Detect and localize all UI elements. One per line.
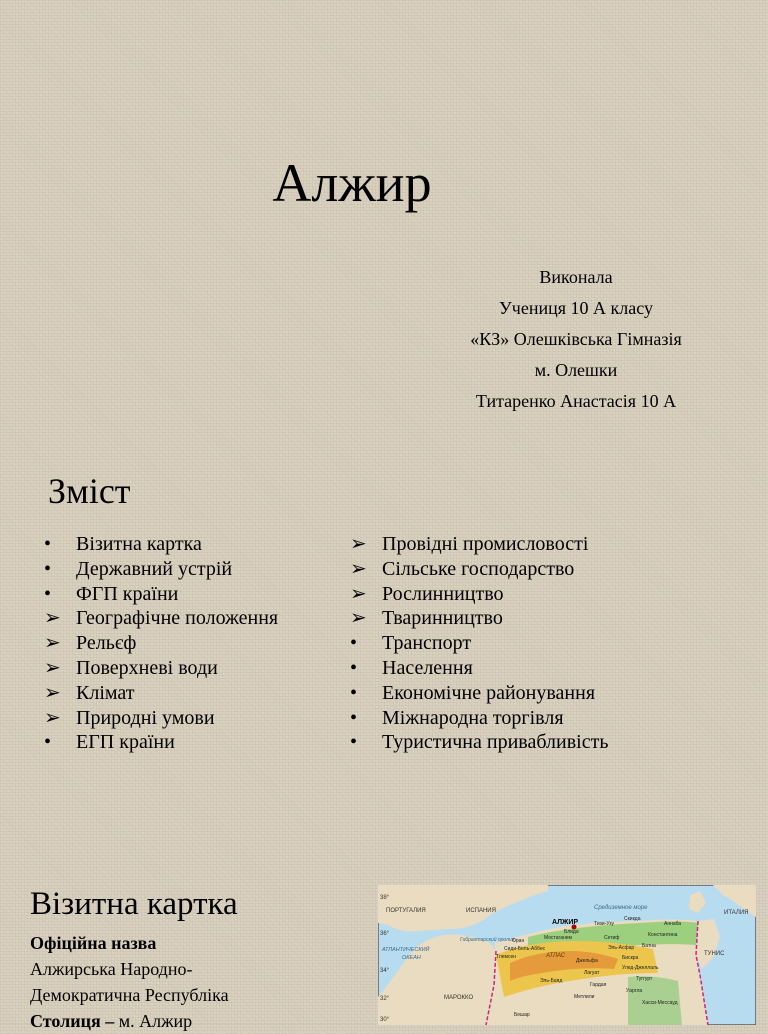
bullet-icon: • bbox=[44, 557, 52, 580]
bullet-icon: • bbox=[44, 582, 52, 605]
official-name-value: Алжирська Народно- bbox=[30, 959, 193, 979]
arrow-bullet-icon: ➢ bbox=[350, 533, 367, 555]
bullet-icon: • bbox=[350, 731, 358, 754]
list-item-label: Рослинництво bbox=[382, 582, 504, 605]
list-item bbox=[350, 656, 650, 681]
city-label: Аннаба bbox=[664, 921, 682, 927]
mountain-label: АТЛАС bbox=[546, 953, 565, 959]
list-item bbox=[44, 532, 344, 557]
credits-line: Виконала bbox=[539, 267, 613, 287]
list-item-label: Державний устрій bbox=[76, 557, 233, 580]
city-label: Оран bbox=[512, 938, 525, 944]
capital-city-label: АЛЖИР bbox=[552, 919, 579, 926]
country-label: ИСПАНИЯ bbox=[466, 908, 496, 914]
list-item-label: Економічне районування bbox=[382, 681, 596, 704]
list-item bbox=[44, 681, 344, 706]
list-item-label: Клімат bbox=[76, 681, 135, 704]
bullet-icon: • bbox=[44, 533, 52, 555]
credits-line: Учениця 10 А класу bbox=[499, 298, 653, 318]
title-slide bbox=[0, 0, 768, 440]
lat-label: 36° bbox=[380, 931, 390, 937]
list-item bbox=[44, 656, 344, 681]
author-credits bbox=[420, 262, 732, 417]
country-label: ТУНИС bbox=[704, 951, 725, 957]
list-item-label: Візитна картка bbox=[76, 533, 202, 555]
list-item bbox=[44, 557, 344, 582]
list-item bbox=[350, 557, 650, 582]
lat-label: 32° bbox=[380, 996, 390, 1002]
city-label: Уаргла bbox=[626, 988, 643, 994]
list-item bbox=[44, 606, 344, 631]
city-label: Тизи-Узу bbox=[594, 921, 615, 927]
list-item bbox=[350, 730, 650, 755]
list-item-label: Тваринництво bbox=[382, 607, 503, 630]
arrow-bullet-icon: ➢ bbox=[44, 706, 61, 729]
city-label: Лагуат bbox=[584, 970, 600, 976]
contents-heading: Зміст bbox=[48, 471, 131, 511]
ocean-label: ОКЕАН bbox=[402, 955, 421, 961]
city-label: Сиди-Бель-Аббес bbox=[504, 946, 546, 952]
city-label: Константина bbox=[648, 932, 678, 938]
list-item-label: Туристична привабливість bbox=[382, 731, 609, 754]
capital-value: м. Алжир bbox=[118, 1011, 193, 1031]
lat-label: 38° bbox=[380, 895, 390, 901]
arrow-bullet-icon: ➢ bbox=[44, 656, 61, 679]
credits-line: Титаренко Анастасія 10 А bbox=[475, 391, 677, 411]
lat-label: 34° bbox=[380, 968, 390, 974]
arrow-bullet-icon: ➢ bbox=[350, 607, 367, 630]
sea-label: Средиземное море bbox=[594, 905, 648, 911]
contents-right-list bbox=[350, 532, 650, 755]
city-label: Хасси-Мессауд bbox=[642, 1000, 678, 1006]
official-name-label: Офіційна назва bbox=[30, 933, 157, 953]
city-label: Туггурт bbox=[636, 976, 653, 982]
city-label: Эль-Баяд bbox=[540, 978, 563, 984]
bullet-icon: • bbox=[350, 656, 358, 679]
capital-row bbox=[30, 1008, 360, 1034]
list-item bbox=[350, 631, 650, 656]
arrow-bullet-icon: ➢ bbox=[350, 582, 367, 605]
city-label: Эль-Асфар bbox=[608, 945, 635, 951]
lat-label: 30° bbox=[380, 1017, 390, 1023]
arrow-bullet-icon: ➢ bbox=[44, 607, 61, 630]
country-label: ИТАЛИЯ bbox=[724, 910, 749, 916]
capital-label: Столиця – bbox=[30, 1011, 119, 1031]
list-item-label: Рельєф bbox=[76, 632, 137, 655]
city-label: Скикда bbox=[624, 916, 641, 922]
list-item bbox=[44, 582, 344, 607]
city-label: Сетиф bbox=[604, 935, 620, 941]
official-name-value: Демократична Республіка bbox=[30, 985, 229, 1005]
list-item-label: ЕГП країни bbox=[76, 731, 175, 754]
city-label: Мостаганем bbox=[544, 935, 572, 941]
list-item-label: Географічне положення bbox=[76, 607, 279, 630]
list-item-label: ФГП країни bbox=[76, 582, 179, 605]
list-item bbox=[350, 532, 650, 557]
arrow-bullet-icon: ➢ bbox=[44, 681, 61, 704]
list-item bbox=[350, 681, 650, 706]
arrow-bullet-icon: ➢ bbox=[44, 632, 61, 655]
list-item bbox=[350, 606, 650, 631]
list-item-label: Населення bbox=[382, 656, 473, 679]
list-item bbox=[44, 730, 344, 755]
credits-line: «КЗ» Олешківська Гімназія bbox=[470, 329, 682, 349]
list-item-label: Провідні промисловості bbox=[382, 533, 589, 555]
algeria-map bbox=[378, 885, 756, 1025]
ocean-label: АТЛАНТИЧЕСКИЙ bbox=[382, 947, 430, 953]
business-card-slide bbox=[0, 860, 768, 1031]
bullet-icon: • bbox=[44, 731, 52, 754]
list-item-label: Поверхневі води bbox=[76, 656, 218, 679]
bullet-icon: • bbox=[350, 681, 358, 704]
city-label: Бискра bbox=[622, 955, 639, 961]
card-heading: Візитна картка bbox=[30, 886, 238, 922]
city-label: Джельфа bbox=[576, 958, 598, 964]
list-item-label: Транспорт bbox=[382, 632, 472, 655]
city-label: Улед-Джеллаль bbox=[622, 965, 659, 971]
contents-left-list bbox=[44, 532, 344, 755]
country-label: МАРОККО bbox=[444, 995, 474, 1001]
city-label: Гардая bbox=[590, 982, 607, 988]
strait-label: Гибралтарский пролив bbox=[460, 937, 515, 943]
list-item bbox=[350, 706, 650, 731]
country-label: ПОРТУГАЛИЯ bbox=[386, 908, 426, 914]
credits-line: м. Олешки bbox=[534, 360, 618, 380]
slide-title: Алжир bbox=[272, 153, 432, 213]
list-item bbox=[350, 582, 650, 607]
bullet-icon: • bbox=[350, 706, 358, 729]
list-item-label: Сільське господарство bbox=[382, 557, 575, 580]
city-label: Метлили bbox=[574, 994, 595, 1000]
city-label: Бешар bbox=[514, 1012, 530, 1018]
list-item-label: Міжнародна торгівля bbox=[382, 706, 564, 729]
arrow-bullet-icon: ➢ bbox=[350, 557, 367, 580]
contents-slide bbox=[0, 440, 768, 860]
bullet-icon: • bbox=[350, 632, 358, 655]
list-item bbox=[44, 706, 344, 731]
list-item-label: Природні умови bbox=[76, 706, 215, 729]
list-item bbox=[44, 631, 344, 656]
card-body bbox=[30, 930, 360, 1034]
city-label: Блида bbox=[564, 929, 579, 935]
city-label: Тлемсен bbox=[496, 954, 517, 960]
city-label: Батна bbox=[642, 943, 656, 949]
